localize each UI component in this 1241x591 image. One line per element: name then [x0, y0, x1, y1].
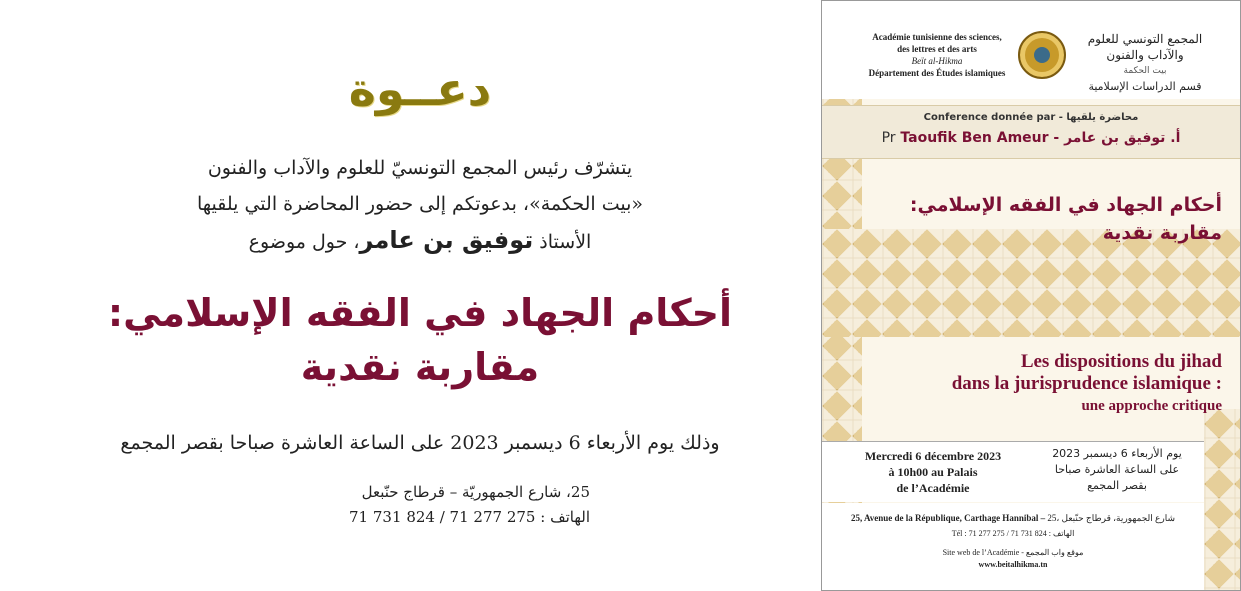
date-fr-line-3: de l’Académie [896, 481, 970, 495]
event-poster [821, 0, 1241, 591]
academy-name-fr [852, 31, 1022, 79]
invitation-line-3-prefix: الأستاذ [539, 231, 592, 253]
poster-date-box [822, 441, 1204, 502]
footer-site-url[interactable]: www.beitalhikma.tn [978, 560, 1048, 569]
footer-address-fr: 25, Avenue de la République, Carthage Hannibal – [850, 513, 1046, 523]
topic-line-1: أحكام الجهاد في الفقه الإسلامي: [107, 291, 733, 335]
lattice-ornament-right [1204, 409, 1240, 590]
address-text: 25، شارع الجمهوريّة – قرطاج حنّبعل [361, 483, 590, 501]
speaker-prefix: Pr [881, 130, 896, 146]
phone-text: الهاتف : 275 277 71 / 824 731 71 [349, 508, 590, 526]
poster-title-fr-line-1: Les dispositions du jihad [1020, 351, 1222, 372]
topic-line-2: مقاربة نقدية [300, 345, 540, 389]
poster-date-fr [848, 448, 1018, 496]
invitation-heading: دعــوة [348, 62, 492, 116]
poster-date-ar [1042, 446, 1192, 494]
date-ar-line-3: بقصر المجمع [1087, 479, 1147, 492]
poster-title-fr [862, 351, 1222, 417]
invitation-text [60, 0, 780, 591]
poster-header [822, 1, 1240, 99]
academy-ar-line-2: بيت الحكمة [1123, 66, 1167, 76]
department-ar: قسم الدراسات الإسلامية [1088, 80, 1202, 93]
invitation-body [60, 150, 780, 260]
date-ar-line-2: على الساعة العاشرة صباحا [1054, 463, 1180, 476]
date-ar-line-1: يوم الأربعاء 6 ديسمبر 2023 [1052, 447, 1182, 460]
academy-fr-line-1: Académie tunisienne des sciences, [872, 32, 1002, 42]
poster-title-ar-line-1: أحكام الجهاد في الفقه الإسلامي: [909, 194, 1222, 216]
contact-block [290, 480, 590, 530]
academy-fr-line-3: Beït al-Hikma [911, 56, 963, 66]
lecture-topic [60, 286, 780, 394]
poster-title-fr-line-3: une approche critique [1081, 398, 1222, 414]
speaker-line: Taoufik Ben Ameur - أ. توفيق بن عامر [900, 130, 1181, 146]
poster-title-fr-line-2: dans la jurisprudence islamique : [951, 373, 1222, 394]
invitation-line-2: «بيت الحكمة»، بدعوتكم إلى حضور المحاضرة التي يلقيها [196, 193, 644, 215]
academy-ar-line-1: المجمع التونسي للعلوم والآداب والفنون [1087, 32, 1203, 62]
poster-footer [822, 503, 1204, 590]
footer-site-label: Site web de l’Académie - موقع واب المجمع [942, 548, 1084, 557]
date-fr-line-1: Mercredi 6 décembre 2023 [864, 449, 1002, 463]
department-fr: Département des Études islamiques [868, 68, 1006, 78]
poster-speaker [822, 130, 1240, 146]
conference-label: Conference donnée par - محاضرة يلقيها [923, 112, 1139, 123]
academy-fr-line-2: des lettres et des arts [897, 44, 977, 54]
footer-address [822, 513, 1204, 524]
poster-title-ar [892, 191, 1222, 247]
invitation-line-3-suffix: ، حول موضوع [248, 231, 360, 253]
date-fr-line-2: à 10h00 au Palais [888, 465, 978, 479]
academy-name-ar [1070, 31, 1220, 95]
invitation-line-3 [60, 222, 780, 260]
footer-website [822, 547, 1204, 571]
lecture-date: وذلك يوم الأربعاء 6 ديسمبر 2023 على الساعة العاشرة صباحا بقصر المجمع [120, 432, 720, 454]
academy-seal-logo [1018, 31, 1066, 79]
speaker-name: توفيق بن عامر [359, 226, 534, 254]
speaker-band [822, 105, 1240, 159]
footer-address-ar: 25، شارع الجمهورية، قرطاج حنّبعل [1047, 513, 1176, 523]
poster-title-ar-line-2: مقاربة نقدية [1102, 222, 1222, 244]
invitation-line-1: يتشرّف رئيس المجمع التونسيّ للعلوم والآداب والفنون [207, 157, 633, 179]
footer-phone: Tél : 71 277 275 / 71 731 824 : الهاتف [951, 529, 1075, 538]
